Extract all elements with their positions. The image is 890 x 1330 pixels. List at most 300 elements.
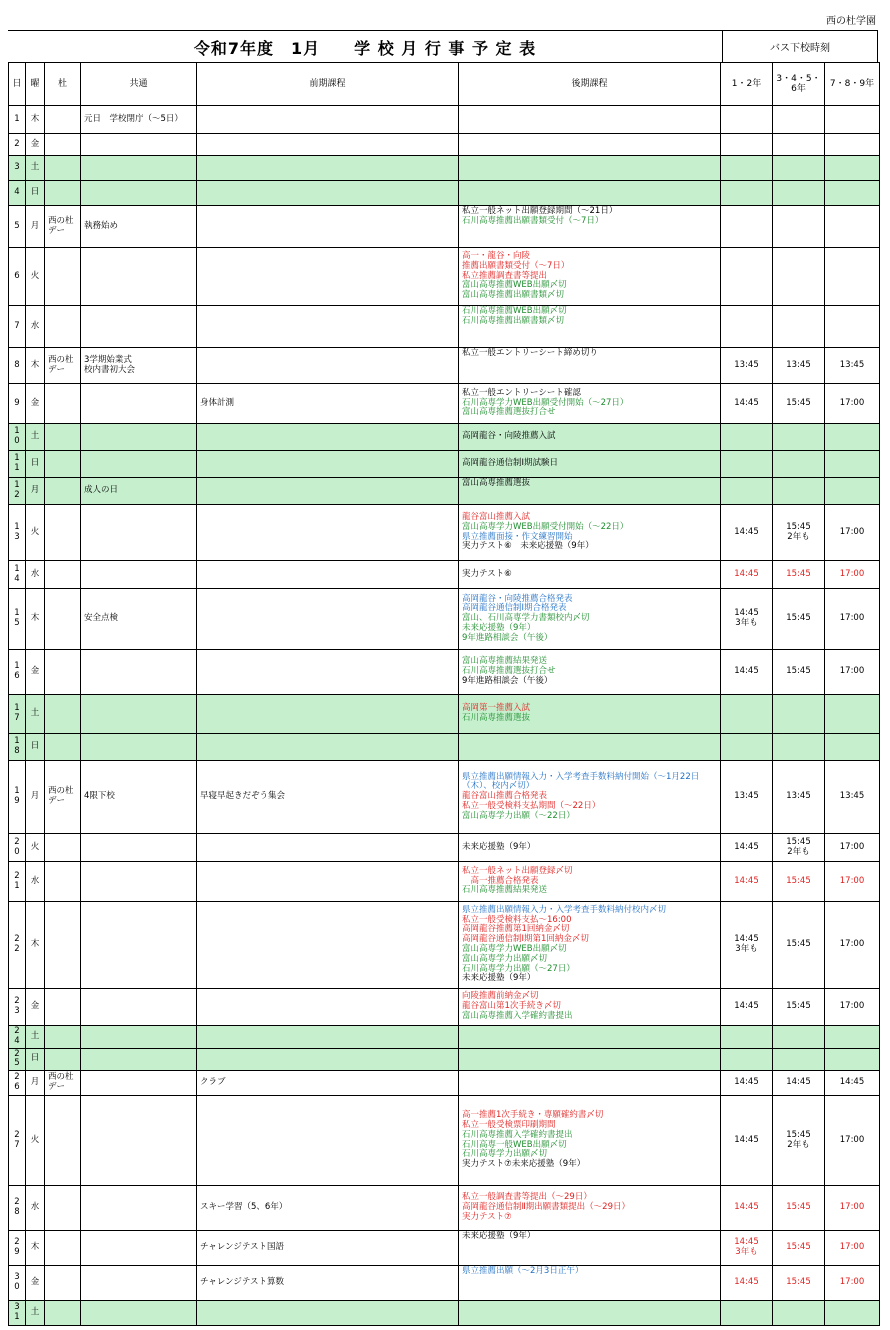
table-row bbox=[9, 248, 880, 306]
table-row bbox=[9, 348, 880, 384]
bus-time-cell bbox=[825, 1026, 880, 1049]
kyotsu-cell bbox=[81, 902, 197, 989]
event-line: 富山高専推薦入学確約書提出 bbox=[462, 1010, 573, 1021]
bus-time-cell bbox=[721, 156, 773, 181]
koki-cell bbox=[459, 134, 721, 156]
day-cell: 2 bbox=[9, 134, 26, 156]
day-cell: 12 bbox=[9, 478, 26, 505]
zenki-cell: スキー学習（5、6年） bbox=[197, 1186, 459, 1231]
zenki-cell: チャレンジテスト算数 bbox=[197, 1266, 459, 1301]
weekday-cell: 日 bbox=[26, 734, 45, 761]
bus-time-cell: 17:00 bbox=[825, 1186, 880, 1231]
bus-time-cell bbox=[773, 695, 825, 734]
table-row bbox=[9, 761, 880, 834]
zenki-cell: クラブ bbox=[197, 1071, 459, 1096]
event-line: 未来応援塾（9年） bbox=[462, 973, 536, 984]
col-zenki: 前期課程 bbox=[197, 63, 459, 106]
zenki-cell bbox=[197, 862, 459, 902]
zenki-cell bbox=[197, 306, 459, 348]
koki-cell bbox=[459, 589, 721, 650]
bus-time-cell bbox=[773, 156, 825, 181]
event-line: 富山高専学力出願（～22日） bbox=[462, 810, 575, 821]
bus-time-cell: 15:45 bbox=[773, 1231, 825, 1266]
event-line: 県立推薦出願情報入力・入学考査手数料納付開始（～1月22日（木）、校内〆切） bbox=[462, 771, 700, 792]
bus-time-cell: 17:00 bbox=[825, 989, 880, 1026]
event-line: 未来応援塾（9年） bbox=[462, 841, 536, 852]
bus-time-cell: 13:45 bbox=[825, 348, 880, 384]
weekday-cell: 金 bbox=[26, 989, 45, 1026]
day-cell: 11 bbox=[9, 451, 26, 478]
weekday-cell: 土 bbox=[26, 424, 45, 451]
event-line: 私立一般受検票印刷期間 bbox=[462, 1120, 556, 1131]
col-day: 日 bbox=[9, 63, 26, 106]
bus-time-cell: 14:45 bbox=[773, 1071, 825, 1096]
event-line: 私立一般エントリーシート締め切り bbox=[462, 348, 598, 358]
mori-cell bbox=[45, 451, 81, 478]
bus-time-cell: 14:45 bbox=[721, 989, 773, 1026]
bus-time-cell: 17:00 bbox=[825, 902, 880, 989]
event-line: 高岡龍谷通信制Ⅱ期出願書類提出（～29日） bbox=[462, 1202, 631, 1213]
bus-time-cell bbox=[773, 206, 825, 248]
zenki-cell bbox=[197, 424, 459, 451]
day-cell: 5 bbox=[9, 206, 26, 248]
event-line: 私立推薦調査書等提出 bbox=[462, 270, 548, 281]
bus-time-cell: 13:45 bbox=[773, 348, 825, 384]
event-line: 実力テスト⑥ bbox=[462, 568, 512, 579]
bus-time-cell: 14:45 bbox=[721, 834, 773, 862]
bus-time-cell: 14:45 bbox=[721, 862, 773, 902]
bus-time-cell: 17:00 bbox=[825, 1231, 880, 1266]
bus-time-cell: 14:45 3年も bbox=[721, 1231, 773, 1266]
koki-cell bbox=[459, 1048, 721, 1071]
day-cell: 9 bbox=[9, 384, 26, 424]
mori-cell: 西の杜デー bbox=[45, 1071, 81, 1096]
kyotsu-cell bbox=[81, 306, 197, 348]
bus-time-cell: 17:00 bbox=[825, 384, 880, 424]
mori-cell bbox=[45, 134, 81, 156]
kyotsu-cell: 成人の日 bbox=[81, 478, 197, 505]
table-row bbox=[9, 505, 880, 561]
bus-time-cell: 13:45 bbox=[721, 761, 773, 834]
day-cell: 23 bbox=[9, 989, 26, 1026]
mori-cell bbox=[45, 1096, 81, 1186]
event-line: 富山高専学力WEB出願受付開始（～22日） bbox=[462, 521, 629, 532]
koki-cell bbox=[459, 902, 721, 989]
event-line: 高岡龍谷通信制Ⅰ期第1回納金〆切 bbox=[462, 934, 589, 945]
zenki-cell: 身体計測 bbox=[197, 384, 459, 424]
table-row bbox=[9, 1048, 880, 1071]
event-line: 高岡龍谷推薦第1回納金〆切 bbox=[462, 924, 570, 935]
col-bus-grade-7-9: 7・8・9年 bbox=[825, 63, 880, 106]
event-line: 9年進路相談会（午後） bbox=[462, 632, 553, 643]
event-line: 私立一般受検料支払期間（～22日） bbox=[462, 800, 601, 811]
zenki-cell bbox=[197, 989, 459, 1026]
event-line: 高岡龍谷通信制Ⅰ期合格発表 bbox=[462, 603, 567, 614]
kyotsu-cell: 安全点検 bbox=[81, 589, 197, 650]
bus-time-cell: 15:45 bbox=[773, 1186, 825, 1231]
kyotsu-cell bbox=[81, 1048, 197, 1071]
event-line: 石川高専学力出願〆切 bbox=[462, 1149, 548, 1160]
kyotsu-cell: 4限下校 bbox=[81, 761, 197, 834]
event-line: 石川高専学力出願（～27日） bbox=[462, 963, 575, 974]
mori-cell bbox=[45, 384, 81, 424]
event-line: 推薦出願書類受付（～7日） bbox=[462, 260, 570, 271]
mori-cell bbox=[45, 650, 81, 695]
kyotsu-cell bbox=[81, 695, 197, 734]
bus-time-cell bbox=[721, 1048, 773, 1071]
bus-time-cell: 15:45 bbox=[773, 384, 825, 424]
weekday-cell: 火 bbox=[26, 248, 45, 306]
kyotsu-cell bbox=[81, 1026, 197, 1049]
day-cell: 18 bbox=[9, 734, 26, 761]
mori-cell bbox=[45, 561, 81, 589]
day-cell: 25 bbox=[9, 1048, 26, 1071]
koki-cell bbox=[459, 181, 721, 206]
event-line: 石川高専学力WEB出願受付開始（～27日） bbox=[462, 397, 629, 408]
bus-time-cell: 14:45 3年も bbox=[721, 589, 773, 650]
kyotsu-cell bbox=[81, 1266, 197, 1301]
weekday-cell: 火 bbox=[26, 834, 45, 862]
zenki-cell bbox=[197, 1301, 459, 1326]
bus-time-cell bbox=[721, 1301, 773, 1326]
event-line: 実力テスト⑦ bbox=[462, 1211, 512, 1222]
table-row bbox=[9, 1026, 880, 1049]
bus-time-cell: 15:45 bbox=[773, 561, 825, 589]
event-line: 龍谷富山推薦入試 bbox=[462, 511, 531, 522]
zenki-cell: 早寝早起きだぞう集会 bbox=[197, 761, 459, 834]
bus-time-cell bbox=[721, 424, 773, 451]
day-cell: 29 bbox=[9, 1231, 26, 1266]
col-mori: 杜 bbox=[45, 63, 81, 106]
bus-time-cell bbox=[825, 1301, 880, 1326]
day-cell: 31 bbox=[9, 1301, 26, 1326]
koki-cell bbox=[459, 451, 721, 478]
koki-cell bbox=[459, 862, 721, 902]
event-line: 県立推薦出願（～2月3日正午） bbox=[462, 1266, 584, 1277]
bus-time-cell bbox=[773, 424, 825, 451]
table-row bbox=[9, 1071, 880, 1096]
bus-time-cell: 17:00 bbox=[825, 505, 880, 561]
bus-time-cell: 14:45 bbox=[721, 1186, 773, 1231]
table-row bbox=[9, 156, 880, 181]
koki-cell bbox=[459, 834, 721, 862]
bus-time-cell: 17:00 bbox=[825, 834, 880, 862]
event-line: 県立推薦出願情報入力・入学考査手数料納付校内〆切 bbox=[462, 904, 667, 915]
table-row bbox=[9, 451, 880, 478]
day-cell: 1 bbox=[9, 106, 26, 134]
event-line: 高一推薦1次手続き・専願確約書〆切 bbox=[462, 1110, 604, 1121]
bus-time-cell bbox=[825, 106, 880, 134]
kyotsu-cell bbox=[81, 1186, 197, 1231]
weekday-cell: 木 bbox=[26, 348, 45, 384]
bus-time-cell bbox=[721, 106, 773, 134]
koki-cell bbox=[459, 734, 721, 761]
event-line: 龍谷富山第1次手続き〆切 bbox=[462, 1001, 561, 1012]
mori-cell bbox=[45, 306, 81, 348]
kyotsu-cell bbox=[81, 1071, 197, 1096]
zenki-cell: チャレンジテスト国語 bbox=[197, 1231, 459, 1266]
weekday-cell: 日 bbox=[26, 451, 45, 478]
weekday-cell: 火 bbox=[26, 1096, 45, 1186]
bus-time-cell bbox=[773, 478, 825, 505]
kyotsu-cell: 元日 学校閉庁（～5日） bbox=[81, 106, 197, 134]
table-row bbox=[9, 1266, 880, 1301]
koki-cell bbox=[459, 1071, 721, 1096]
zenki-cell bbox=[197, 451, 459, 478]
kyotsu-cell bbox=[81, 156, 197, 181]
koki-cell bbox=[459, 1301, 721, 1326]
bus-time-cell: 15:45 bbox=[773, 989, 825, 1026]
mori-cell bbox=[45, 902, 81, 989]
weekday-cell: 土 bbox=[26, 695, 45, 734]
table-row bbox=[9, 734, 880, 761]
mori-cell: 西の杜デー bbox=[45, 348, 81, 384]
bus-time-cell bbox=[825, 134, 880, 156]
kyotsu-cell bbox=[81, 834, 197, 862]
koki-cell bbox=[459, 505, 721, 561]
bus-time-cell: 13:45 bbox=[721, 348, 773, 384]
kyotsu-cell: 執務始め bbox=[81, 206, 197, 248]
bus-time-cell bbox=[773, 106, 825, 134]
weekday-cell: 水 bbox=[26, 561, 45, 589]
weekday-cell: 土 bbox=[26, 156, 45, 181]
bus-time-cell: 13:45 bbox=[773, 761, 825, 834]
table-row bbox=[9, 1186, 880, 1231]
day-cell: 6 bbox=[9, 248, 26, 306]
event-line: 富山高専推薦出願書類〆切 bbox=[462, 290, 565, 301]
mori-cell bbox=[45, 156, 81, 181]
event-line: 石川高専推薦出願書類受付（～7日） bbox=[462, 215, 604, 226]
mori-cell bbox=[45, 862, 81, 902]
bus-time-cell: 17:00 bbox=[825, 561, 880, 589]
zenki-cell bbox=[197, 734, 459, 761]
bus-time-cell: 13:45 bbox=[825, 761, 880, 834]
koki-cell bbox=[459, 1026, 721, 1049]
weekday-cell: 月 bbox=[26, 761, 45, 834]
bus-time-cell bbox=[825, 248, 880, 306]
zenki-cell bbox=[197, 695, 459, 734]
bus-time-cell: 15:45 bbox=[773, 862, 825, 902]
weekday-cell: 木 bbox=[26, 106, 45, 134]
koki-cell bbox=[459, 761, 721, 834]
bus-time-cell: 17:00 bbox=[825, 1266, 880, 1301]
kyotsu-cell bbox=[81, 248, 197, 306]
weekday-cell: 水 bbox=[26, 862, 45, 902]
bus-schedule-header: バス下校時刻 bbox=[722, 30, 878, 62]
zenki-cell bbox=[197, 1048, 459, 1071]
day-cell: 7 bbox=[9, 306, 26, 348]
weekday-cell: 木 bbox=[26, 1231, 45, 1266]
zenki-cell bbox=[197, 561, 459, 589]
zenki-cell bbox=[197, 134, 459, 156]
bus-time-cell: 15:45 bbox=[773, 650, 825, 695]
zenki-cell bbox=[197, 106, 459, 134]
bus-time-cell bbox=[773, 1048, 825, 1071]
event-line: 石川高専推薦入学確約書提出 bbox=[462, 1129, 573, 1140]
bus-time-cell bbox=[825, 424, 880, 451]
zenki-cell bbox=[197, 650, 459, 695]
table-row bbox=[9, 424, 880, 451]
bus-time-cell bbox=[825, 451, 880, 478]
event-line: 富山高専推薦結果発送 bbox=[462, 656, 548, 667]
kyotsu-cell bbox=[81, 561, 197, 589]
event-line: 富山高専推薦選抜打合せ bbox=[462, 407, 556, 418]
event-line: 私立一般受検料支払～16:00 bbox=[462, 914, 572, 925]
event-line: 未来応援塾（9年） bbox=[462, 622, 536, 633]
day-cell: 26 bbox=[9, 1071, 26, 1096]
col-dow: 曜 bbox=[26, 63, 45, 106]
col-bus-grade-1-2: 1・2年 bbox=[721, 63, 773, 106]
bus-time-cell: 14:45 bbox=[721, 650, 773, 695]
kyotsu-cell bbox=[81, 1096, 197, 1186]
mori-cell bbox=[45, 1266, 81, 1301]
bus-time-cell bbox=[773, 734, 825, 761]
mori-cell bbox=[45, 248, 81, 306]
koki-cell bbox=[459, 384, 721, 424]
table-row bbox=[9, 989, 880, 1026]
table-row bbox=[9, 695, 880, 734]
koki-cell bbox=[459, 695, 721, 734]
event-line: 高一・龍谷・向陵 bbox=[462, 251, 531, 262]
day-cell: 17 bbox=[9, 695, 26, 734]
bus-time-cell bbox=[825, 1048, 880, 1071]
table-row bbox=[9, 1301, 880, 1326]
day-cell: 22 bbox=[9, 902, 26, 989]
zenki-cell bbox=[197, 1026, 459, 1049]
bus-time-cell bbox=[721, 306, 773, 348]
weekday-cell: 水 bbox=[26, 306, 45, 348]
bus-time-cell bbox=[773, 248, 825, 306]
kyotsu-cell bbox=[81, 451, 197, 478]
mori-cell bbox=[45, 1301, 81, 1326]
bus-time-cell bbox=[825, 695, 880, 734]
bus-time-cell bbox=[721, 451, 773, 478]
kyotsu-cell bbox=[81, 989, 197, 1026]
bus-time-cell: 14:45 bbox=[721, 384, 773, 424]
mori-cell bbox=[45, 1186, 81, 1231]
col-kyotsu: 共通 bbox=[81, 63, 197, 106]
col-koki: 後期課程 bbox=[459, 63, 721, 106]
day-cell: 4 bbox=[9, 181, 26, 206]
day-cell: 8 bbox=[9, 348, 26, 384]
zenki-cell bbox=[197, 902, 459, 989]
koki-cell bbox=[459, 1186, 721, 1231]
event-line: 富山高専学力WEB出願〆切 bbox=[462, 944, 567, 954]
koki-cell bbox=[459, 1096, 721, 1186]
event-line: 富山高専学力出願〆切 bbox=[462, 953, 548, 964]
bus-time-cell: 14:45 bbox=[721, 1266, 773, 1301]
bus-time-cell: 14:45 3年も bbox=[721, 902, 773, 989]
koki-cell bbox=[459, 650, 721, 695]
school-name: 西の杜学園 bbox=[826, 16, 876, 27]
bus-time-cell: 14:45 bbox=[721, 1096, 773, 1186]
event-line: 実力テスト⑥ 未来応援塾（9年） bbox=[462, 541, 594, 552]
weekday-cell: 金 bbox=[26, 1266, 45, 1301]
koki-cell bbox=[459, 1266, 721, 1301]
event-line: 石川高専推薦選抜打合せ bbox=[462, 666, 556, 677]
mori-cell bbox=[45, 589, 81, 650]
weekday-cell: 金 bbox=[26, 384, 45, 424]
bus-time-cell: 17:00 bbox=[825, 650, 880, 695]
bus-time-cell: 15:45 bbox=[773, 902, 825, 989]
day-cell: 21 bbox=[9, 862, 26, 902]
event-line: 石川高専推薦出願書類〆切 bbox=[462, 315, 565, 326]
event-line: 実力テスト⑦未来応援塾（9年） bbox=[462, 1159, 586, 1170]
zenki-cell bbox=[197, 505, 459, 561]
kyotsu-cell bbox=[81, 862, 197, 902]
day-cell: 14 bbox=[9, 561, 26, 589]
event-line: 石川高専一般WEB出願〆切 bbox=[462, 1139, 567, 1150]
bus-time-cell: 15:45 bbox=[773, 589, 825, 650]
event-line: 未来応援塾（9年） bbox=[462, 1231, 536, 1242]
table-row bbox=[9, 1231, 880, 1266]
page-title: 令和7年度 1月 学 校 月 行 事 予 定 表 bbox=[193, 38, 537, 58]
mori-cell bbox=[45, 1048, 81, 1071]
koki-cell bbox=[459, 561, 721, 589]
bus-time-cell bbox=[825, 306, 880, 348]
event-line: 高岡龍谷・向陵推薦入試 bbox=[462, 431, 556, 442]
event-line: 高岡龍谷通信制Ⅰ期試験日 bbox=[462, 458, 559, 469]
bus-time-cell bbox=[825, 181, 880, 206]
event-line: 龍谷富山推薦合格発表 bbox=[462, 791, 548, 802]
bus-time-cell bbox=[721, 248, 773, 306]
day-cell: 13 bbox=[9, 505, 26, 561]
weekday-cell: 金 bbox=[26, 650, 45, 695]
event-line: 石川高専推薦選抜 bbox=[462, 713, 531, 723]
day-cell: 16 bbox=[9, 650, 26, 695]
table-row bbox=[9, 834, 880, 862]
bus-time-cell bbox=[773, 181, 825, 206]
day-cell: 15 bbox=[9, 589, 26, 650]
weekday-cell: 木 bbox=[26, 902, 45, 989]
kyotsu-cell bbox=[81, 505, 197, 561]
zenki-cell bbox=[197, 348, 459, 384]
event-line: 富山、石川高専学力書類校内〆切 bbox=[462, 613, 590, 624]
day-cell: 20 bbox=[9, 834, 26, 862]
mori-cell bbox=[45, 505, 81, 561]
koki-cell bbox=[459, 306, 721, 348]
mori-cell bbox=[45, 478, 81, 505]
bus-time-cell: 14:45 bbox=[721, 561, 773, 589]
weekday-cell: 金 bbox=[26, 134, 45, 156]
mori-cell: 西の杜デー bbox=[45, 206, 81, 248]
table-row bbox=[9, 650, 880, 695]
day-cell: 27 bbox=[9, 1096, 26, 1186]
koki-cell bbox=[459, 1231, 721, 1266]
table-row bbox=[9, 478, 880, 505]
table-row bbox=[9, 181, 880, 206]
kyotsu-cell bbox=[81, 734, 197, 761]
table-row bbox=[9, 106, 880, 134]
day-cell: 28 bbox=[9, 1186, 26, 1231]
weekday-cell: 木 bbox=[26, 589, 45, 650]
zenki-cell bbox=[197, 248, 459, 306]
event-line: 県立推薦面接・作文練習開始 bbox=[462, 531, 573, 542]
bus-time-cell: 17:00 bbox=[825, 589, 880, 650]
event-line: 富山高専推薦WEB出願〆切 bbox=[462, 280, 567, 291]
day-cell: 30 bbox=[9, 1266, 26, 1301]
table-row bbox=[9, 862, 880, 902]
bus-time-cell: 14:45 bbox=[721, 1071, 773, 1096]
zenki-cell bbox=[197, 834, 459, 862]
bus-time-cell: 15:45 2年も bbox=[773, 834, 825, 862]
weekday-cell: 土 bbox=[26, 1301, 45, 1326]
koki-cell bbox=[459, 156, 721, 181]
bus-time-cell bbox=[773, 134, 825, 156]
day-cell: 10 bbox=[9, 424, 26, 451]
zenki-cell bbox=[197, 181, 459, 206]
mori-cell bbox=[45, 424, 81, 451]
